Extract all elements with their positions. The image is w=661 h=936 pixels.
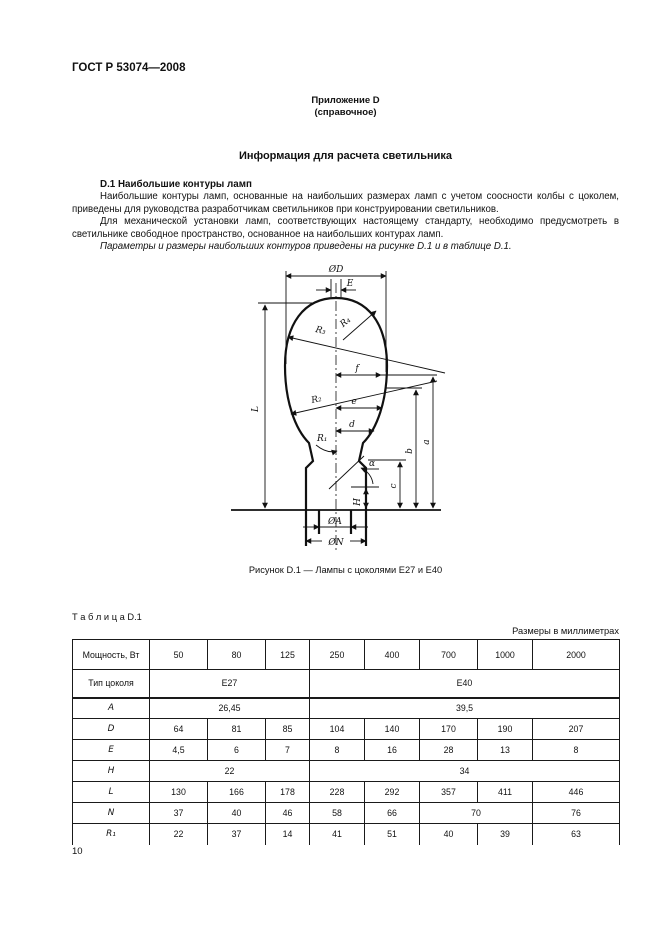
cell: 2000 xyxy=(533,640,620,670)
cell: 170 xyxy=(420,719,478,740)
cell: 40 xyxy=(420,824,478,845)
standard-number: ГОСТ Р 53074—2008 xyxy=(72,62,186,74)
label-alpha: α xyxy=(368,459,376,469)
table-row xyxy=(73,782,620,803)
label-r3: R₃ xyxy=(314,325,327,338)
cell: 58 xyxy=(310,803,365,824)
cell: 51 xyxy=(365,824,420,845)
cell: 64 xyxy=(150,719,208,740)
cell: 41 xyxy=(310,824,365,845)
cell: 50 xyxy=(150,640,208,670)
cell: 34 xyxy=(310,761,620,782)
cell: 81 xyxy=(208,719,266,740)
cell: 411 xyxy=(478,782,533,803)
cell: 80 xyxy=(208,640,266,670)
label-b: b xyxy=(405,448,415,454)
cell: H xyxy=(73,761,150,782)
label-r4: R₄ xyxy=(338,315,353,330)
cell: 28 xyxy=(420,740,478,761)
cell: 39,5 xyxy=(310,698,620,719)
page-number: 10 xyxy=(72,846,83,857)
cell: 140 xyxy=(365,719,420,740)
cell: 40 xyxy=(208,803,266,824)
cell: 6 xyxy=(208,740,266,761)
label-l: L xyxy=(251,406,261,412)
label-e-top: E xyxy=(346,279,354,289)
cell: 63 xyxy=(533,824,620,845)
cell: 250 xyxy=(310,640,365,670)
cell: 400 xyxy=(365,640,420,670)
label-e-mid: e xyxy=(351,397,357,407)
cell: L xyxy=(73,782,150,803)
table-row xyxy=(73,824,620,845)
label-dia-d: ØD xyxy=(328,265,344,275)
lamp-outline-figure xyxy=(225,255,465,560)
cell: 207 xyxy=(533,719,620,740)
cell: 292 xyxy=(365,782,420,803)
figure-caption: Рисунок D.1 — Лампы с цоколями Е27 и Е40 xyxy=(248,565,443,575)
cell: 190 xyxy=(478,719,533,740)
label-c: c xyxy=(389,483,399,489)
cell: Е27 xyxy=(150,670,310,698)
cell: 66 xyxy=(365,803,420,824)
body-text xyxy=(72,179,619,254)
section-heading: D.1 Наибольшие контуры ламп xyxy=(100,179,252,190)
table-row xyxy=(73,803,620,824)
cell: 178 xyxy=(266,782,310,803)
paragraph-italic: Параметры и размеры наибольших контуров приведены на рисунке D.1 и в таблице D.1. xyxy=(100,241,512,253)
cell: 22 xyxy=(150,761,310,782)
annex-letter: Приложение D xyxy=(311,95,380,106)
label-a: a xyxy=(422,439,432,445)
table-row xyxy=(73,719,620,740)
paragraph: Для механической установки ламп, соответствующих настоящему стандарту, необходимо предусмотреть в светильнике свободное пространство, основанное на наибольших контурах ламп. xyxy=(72,216,619,240)
cell: E xyxy=(73,740,150,761)
cell: 14 xyxy=(266,824,310,845)
cell: 1000 xyxy=(478,640,533,670)
table-row xyxy=(73,670,620,698)
cell: N xyxy=(73,803,150,824)
label-r1: R₁ xyxy=(317,434,328,444)
table-units-note: Размеры в миллиметрах xyxy=(512,626,619,636)
cell: 104 xyxy=(310,719,365,740)
cell: 70 xyxy=(420,803,533,824)
cell: 76 xyxy=(533,803,620,824)
cell: 4,5 xyxy=(150,740,208,761)
cell: 39 xyxy=(478,824,533,845)
cell: 700 xyxy=(420,640,478,670)
cell: 125 xyxy=(266,640,310,670)
cell: 8 xyxy=(310,740,365,761)
cell: 37 xyxy=(150,803,208,824)
annex-kind: (справочное) xyxy=(314,107,377,118)
cell: 13 xyxy=(478,740,533,761)
cell: 166 xyxy=(208,782,266,803)
cell: 85 xyxy=(266,719,310,740)
annex-heading xyxy=(72,95,619,119)
label-dia-n: ØN xyxy=(328,538,344,548)
label-r2: R₂ xyxy=(310,394,323,407)
cell: 7 xyxy=(266,740,310,761)
dimensions-table xyxy=(72,639,620,845)
table-row xyxy=(73,640,620,670)
cell: Мощность, Вт xyxy=(73,640,150,670)
cell: D xyxy=(73,719,150,740)
cell: Е40 xyxy=(310,670,620,698)
cell: 446 xyxy=(533,782,620,803)
cell: Тип цоколя xyxy=(73,670,150,698)
table-label: Т а б л и ц а D.1 xyxy=(72,612,142,622)
label-dia-a: ØA xyxy=(328,517,342,527)
cell: 228 xyxy=(310,782,365,803)
paragraph: Наибольшие контуры ламп, основанные на наибольших размерах ламп с учетом соосности колбы с цоколем, приведены для руководства разработчикам светильников при конструировании светильников. xyxy=(72,191,619,215)
table-row xyxy=(73,761,620,782)
label-d: d xyxy=(349,420,355,430)
cell: 26,45 xyxy=(150,698,310,719)
label-h: H xyxy=(353,498,363,506)
annex-title: Информация для расчета светильника xyxy=(238,150,453,162)
table-row xyxy=(73,698,620,719)
cell: 8 xyxy=(533,740,620,761)
cell: 16 xyxy=(365,740,420,761)
label-f: f xyxy=(355,364,359,374)
cell: A xyxy=(73,698,150,719)
cell: 22 xyxy=(150,824,208,845)
table-row xyxy=(73,740,620,761)
cell: 357 xyxy=(420,782,478,803)
cell: 37 xyxy=(208,824,266,845)
cell: 46 xyxy=(266,803,310,824)
cell: 130 xyxy=(150,782,208,803)
cell: R₁ xyxy=(73,824,150,845)
